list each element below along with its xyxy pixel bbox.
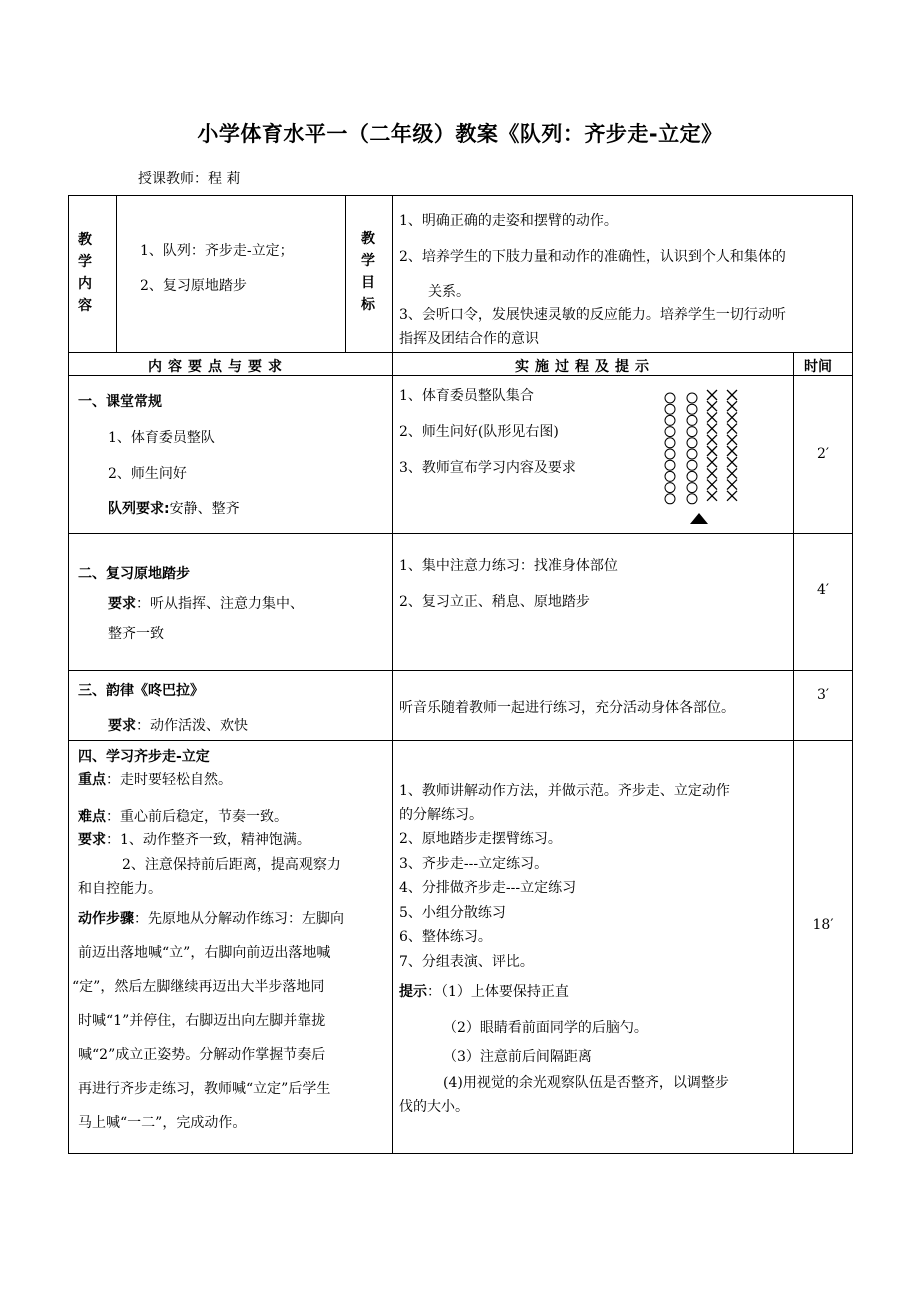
sec4-process-6: 6、整体练习。 xyxy=(399,929,492,945)
header-time: 时间 xyxy=(804,359,832,375)
sec4-steps-3: “定”，然后左脚继续再迈出大半步落地同 xyxy=(72,979,325,995)
teacher-line: 授课教师：程 莉 xyxy=(138,171,241,187)
sec4-steps-1: 动作步骤：先原地从分解动作练习：左脚向 xyxy=(78,911,344,927)
goal-item-2b: 关系。 xyxy=(428,284,470,300)
sec3-process: 听音乐随着教师一起进行练习，充分活动身体各部位。 xyxy=(399,700,735,716)
sec3-heading: 三、韵律《咚巴拉》 xyxy=(78,683,204,699)
sec4-req-2: 2、注意保持前后距离，提高观察力 xyxy=(122,857,341,873)
sec4-process-4: 4、分排做齐步走---立定练习 xyxy=(399,880,577,896)
sec4-process-1b: 的分解练习。 xyxy=(399,807,483,823)
sec4-heading: 四、学习齐步走-立定 xyxy=(78,749,210,765)
content-label: 教 学 内 容 xyxy=(78,232,92,314)
sec1-process-3: 3、教师宣布学习内容及要求 xyxy=(399,460,576,476)
sec2-req-2: 整齐一致 xyxy=(108,626,164,642)
sec4-process-5: 5、小组分散练习 xyxy=(399,905,506,921)
sec4-tip-4: (4)用视觉的余光观察队伍是否整齐，以调整步 xyxy=(443,1075,729,1091)
sec1-item-1: 1、体育委员整队 xyxy=(108,430,215,446)
sec1-process-1: 1、体育委员整队集合 xyxy=(399,388,534,404)
sec1-process-2: 2、师生问好(队形见右图) xyxy=(399,424,559,440)
sec1-time: 2′ xyxy=(816,446,830,462)
sec4-steps-4: 时喊“1”并停住，右脚迈出向左脚并靠拢 xyxy=(78,1013,326,1029)
sec4-tip-1: 提示：（1）上体要保持正直 xyxy=(399,984,569,1000)
content-item-2: 2、复习原地踏步 xyxy=(140,278,247,294)
sec4-steps-2: 前迈出落地喊“立”，右脚向前迈出落地喊 xyxy=(78,945,331,961)
goal-item-2: 2、培养学生的下肢力量和动作的准确性，认识到个人和集体的 xyxy=(399,249,786,265)
sec4-steps-6: 再进行齐步走练习，教师喊“立定”后学生 xyxy=(78,1081,331,1097)
sec4-process-7: 7、分组表演、评比。 xyxy=(399,954,534,970)
sec1-item-2: 2、师生问好 xyxy=(108,466,187,482)
goal-item-3: 3、会听口令，发展快速灵敏的反应能力。培养学生一切行动听 xyxy=(399,307,786,323)
content-item-1: 1、队列：齐步走-立定； xyxy=(140,243,294,259)
sec4-process-2: 2、原地踏步走摆臂练习。 xyxy=(399,831,562,847)
sec1-heading: 一、课堂常规 xyxy=(78,394,162,410)
goal-label: 教 学 目 标 xyxy=(361,231,375,313)
sec4-req: 要求：1、动作整齐一致，精神饱满。 xyxy=(78,832,311,848)
sec4-process-3: 3、齐步走---立定练习。 xyxy=(399,856,549,872)
sec4-time: 18′ xyxy=(812,917,834,933)
sec2-process-2: 2、复习立正、稍息、原地踏步 xyxy=(399,594,590,610)
sec4-req-3: 和自控能力。 xyxy=(78,881,162,897)
formation-diagram-icon xyxy=(658,388,748,528)
sec2-time: 4′ xyxy=(816,582,830,598)
sec3-req: 要求：动作活泼、欢快 xyxy=(108,718,248,734)
page-title: 小学体育水平一（二年级）教案《队列：齐步走-立定》 xyxy=(197,122,723,146)
sec4-tip-3: （3）注意前后间隔距离 xyxy=(443,1049,592,1065)
sec4-key: 重点：走时要轻松自然。 xyxy=(78,772,232,788)
sec4-tip-2: （2）眼睛看前面同学的后脑勺。 xyxy=(443,1020,648,1036)
sec4-tip-5: 伐的大小。 xyxy=(399,1099,469,1115)
sec2-heading: 二、复习原地踏步 xyxy=(78,566,190,582)
sec4-process-1: 1、教师讲解动作方法，并做示范。齐步走、立定动作 xyxy=(399,783,730,799)
goal-item-1: 1、明确正确的走姿和摆臂的动作。 xyxy=(399,213,618,229)
sec4-difficulty: 难点：重心前后稳定，节奏一致。 xyxy=(78,809,288,825)
header-points: 内容要点与要求 xyxy=(148,359,288,375)
sec4-steps-7: 马上喊“一二”，完成动作。 xyxy=(78,1115,247,1131)
sec3-time: 3′ xyxy=(816,687,830,703)
goal-item-3b: 指挥及团结合作的意识 xyxy=(399,331,539,347)
sec2-process-1: 1、集中注意力练习：找准身体部位 xyxy=(399,558,618,574)
sec2-req: 要求：听从指挥、注意力集中、 xyxy=(108,596,304,612)
sec1-req: 队列要求:安静、整齐 xyxy=(108,501,240,517)
header-process: 实施过程及提示 xyxy=(515,359,655,375)
sec4-steps-5: 喊“2”成立正姿势。分解动作掌握节奏后 xyxy=(78,1047,326,1063)
